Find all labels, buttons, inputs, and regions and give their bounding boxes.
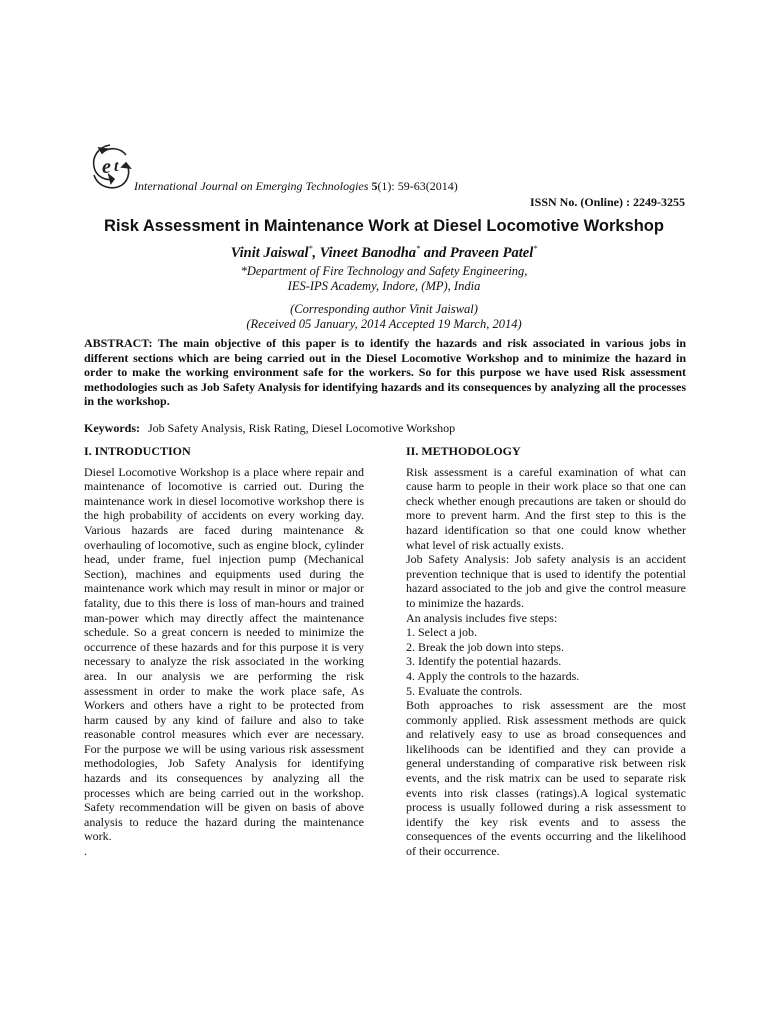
affiliation	[0, 264, 768, 294]
list-item: 1. Select a job.	[406, 625, 477, 640]
svg-text:e: e	[102, 156, 111, 178]
author-name: Praveen Patel	[449, 244, 534, 261]
list-item: 2. Break the job down into steps.	[406, 639, 564, 654]
methodology-paragraph: An analysis includes five steps:	[406, 610, 558, 625]
introduction-body: Diesel Locomotive Workshop is a place where repair and maintenance of locomotive is carried out. During the maintenance work in diesel locomotive workshop there is the high probability of accidents on every working day. Various hazards are faced during maintenance & overhauling of locomotive, such as engine block, cylinder head, under frame, fuel injection pump (Mechanical Section), machines and equipments used during the maintenance work which may result in minor or major or fatality, due to this there is loss of man-hours and trained man-power which may directly affect the maintenance schedule. So a great concern is needed to minimize the occurrence of these hazards and for this purpose it is very necessary to analyze the risk associated in the working area. In our analysis we are performing the risk assessment in order to make the work place safe, As Workers and others have a right to be protected from harm caused by any kind of failure and also to take reasonable control measures which ever are necessary. For the purpose we will be using various risk assessment methodologies, Job Safety Analysis for identifying hazards and its consequences by analyzing all the processes which are being carried out in the workshop. Safety recommendation will be given on basis of above analysis to reduce the hazard during the maintenance work.	[84, 464, 364, 844]
author-separator: ,	[312, 244, 320, 261]
keywords	[84, 421, 455, 436]
journal-issue-pages: (1): 59-63(2014)	[377, 179, 458, 193]
author-separator: and	[420, 244, 450, 261]
methodology-paragraph: Job Safety Analysis: Job safety analysis is an accident prevention technique that is used to identify the potential hazard associated to the job and give the control measure to minimize the hazards.	[406, 552, 686, 610]
svg-text:t: t	[114, 158, 119, 175]
trailing-period: .	[84, 844, 87, 859]
author-mark: *	[416, 244, 421, 253]
list-item: 3. Identify the potential hazards.	[406, 654, 562, 669]
methodology-section	[406, 444, 686, 859]
keywords-label: Keywords:	[84, 421, 140, 435]
keywords-text: Job Safety Analysis, Risk Rating, Diesel Locomotive Workshop	[148, 421, 456, 435]
issn-number: ISSN No. (Online) : 2249-3255	[529, 195, 685, 209]
journal-volume: 5	[371, 179, 378, 193]
author-name: Vinit Jaiswal	[230, 244, 309, 261]
journal-citation	[134, 179, 458, 194]
author-mark: *	[308, 244, 313, 253]
list-item: 5. Evaluate the controls.	[406, 683, 523, 698]
methodology-paragraph: Risk assessment is a careful examination of what can cause harm to people in their work place so that one can check whether enough precautions are taken or should do more to prevent harm. And the first step to this is the hazard identification so that one could know whether what level of risk actually exists.	[406, 464, 686, 552]
introduction-section	[84, 444, 364, 859]
affiliation-department: *Department of Fire Technology and Safety Engineering,	[240, 264, 528, 278]
jsa-steps-list	[406, 625, 686, 698]
corresponding-author: (Corresponding author Vinit Jaiswal)	[290, 302, 478, 316]
introduction-heading: I. INTRODUCTION	[84, 444, 191, 458]
abstract: ABSTRACT: The main objective of this paper is to identify the hazards and risk associated in various jobs in different sections which are being carried out in the Diesel Locomotive Workshop and to minimize the hazard in order to make the working environment safe for the workers. So for this purpose we have used Risk assessment methodologies such as Job Safety Analysis for identifying hazards and its consequences by analyzing all the processes in the workshop.	[84, 336, 686, 409]
methodology-heading: II. METHODOLOGY	[406, 444, 521, 458]
paper-title: Risk Assessment in Maintenance Work at Diesel Locomotive Workshop	[104, 217, 664, 235]
correspondence-info	[0, 302, 768, 332]
list-item: 4. Apply the controls to the hazards.	[406, 668, 580, 683]
journal-logo-icon	[88, 141, 132, 195]
author-mark: *	[533, 244, 538, 253]
received-dates: (Received 05 January, 2014 Accepted 19 March, 2014)	[246, 317, 522, 331]
affiliation-institution: IES-IPS Academy, Indore, (MP), India	[287, 279, 481, 293]
author-list	[0, 244, 768, 262]
journal-name: International Journal on Emerging Technologies	[134, 179, 369, 193]
methodology-paragraph: Both approaches to risk assessment are the most commonly applied. Risk assessment methods are quick and relatively easy to use as broad consequences and likelihoods can be identified and they can provide a general understanding of comparative risk between risk events, and the risk matrix can be used to separate risk events into risk classes (ratings).A logical systematic process is usually followed during a risk assessment to identify the key risk events and to assess the consequences of the events occurring and the likelihood of their occurrence.	[406, 698, 686, 859]
author-name: Vineet Banodha	[319, 244, 417, 261]
